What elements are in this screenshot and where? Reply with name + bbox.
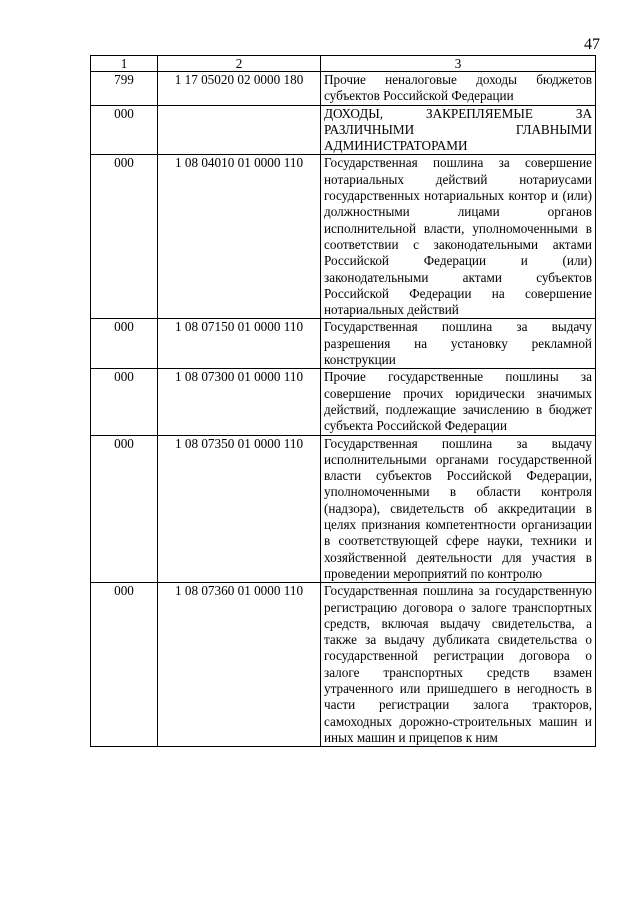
revenue-code-cell: 1 08 07150 01 0000 110: [158, 319, 321, 369]
table-row: [91, 155, 596, 319]
revenue-name-cell: Государственная пошлина за выдачу исполнительными органами государственной власти субъектов Российской Федерации, уполномоченными в области контроля (надзора), свидетельств об аккредитации в целях признания компетентности организации в соответствующей сфере науки, техники и хозяйственной деятельности для участия в проведении мероприятий по контролю: [321, 435, 596, 583]
table-row: [91, 72, 596, 106]
admin-code-cell: 000: [91, 583, 158, 747]
admin-code-cell: 000: [91, 319, 158, 369]
revenue-code-cell: [158, 105, 321, 155]
revenue-code-cell: 1 08 07360 01 0000 110: [158, 583, 321, 747]
revenue-name-cell: Прочие неналоговые доходы бюджетов субъектов Российской Федерации: [321, 72, 596, 106]
page-number: 47: [584, 36, 600, 53]
table-row: [91, 319, 596, 369]
revenue-name-cell: Прочие государственные пошлины за совершение прочих юридически значимых действий, подлежащие зачислению в бюджет субъекта Российской Федерации: [321, 369, 596, 435]
table-row: [91, 435, 596, 583]
table-row: [91, 105, 596, 155]
revenue-code-cell: 1 17 05020 02 0000 180: [158, 72, 321, 106]
revenue-name-cell: Государственная пошлина за государственную регистрацию договора о залоге транспортных средств, включая выдачу свидетельства, а также за выдачу дубликата свидетельства о государственной регистрации договора о залоге транспортных средств взамен утраченного или пришедшего в негодность в части регистрации залога тракторов, самоходных дорожно-строительных машин и иных машин и прицепов к ним: [321, 583, 596, 747]
revenue-code-cell: 1 08 07300 01 0000 110: [158, 369, 321, 435]
column-header-2: 2: [158, 56, 321, 72]
revenue-code-cell: 1 08 04010 01 0000 110: [158, 155, 321, 319]
table-row: [91, 583, 596, 747]
admin-code-cell: 000: [91, 435, 158, 583]
revenue-name-cell: Государственная пошлина за совершение нотариальных действий нотариусами государственных нотариальных контор и (или) должностными лицами органов исполнительной власти, уполномоченными в соответствии с законодательными актами Российской Федерации и (или) законодательными актами субъектов Российской Федерации на совершение нотариальных действий: [321, 155, 596, 319]
admin-code-cell: 000: [91, 369, 158, 435]
revenue-name-cell: Государственная пошлина за выдачу разрешения на установку рекламной конструкции: [321, 319, 596, 369]
admin-code-cell: 799: [91, 72, 158, 106]
admin-code-cell: 000: [91, 105, 158, 155]
table-header-row: [91, 56, 596, 72]
section-heading-cell: ДОХОДЫ, ЗАКРЕПЛЯЕМЫЕ ЗА РАЗЛИЧНЫМИ ГЛАВНЫМИ АДМИНИСТРАТОРАМИ: [321, 105, 596, 155]
revenue-code-cell: 1 08 07350 01 0000 110: [158, 435, 321, 583]
table-row: [91, 369, 596, 435]
column-header-1: 1: [91, 56, 158, 72]
column-header-3: 3: [321, 56, 596, 72]
admin-code-cell: 000: [91, 155, 158, 319]
revenue-codes-table: [90, 55, 596, 747]
